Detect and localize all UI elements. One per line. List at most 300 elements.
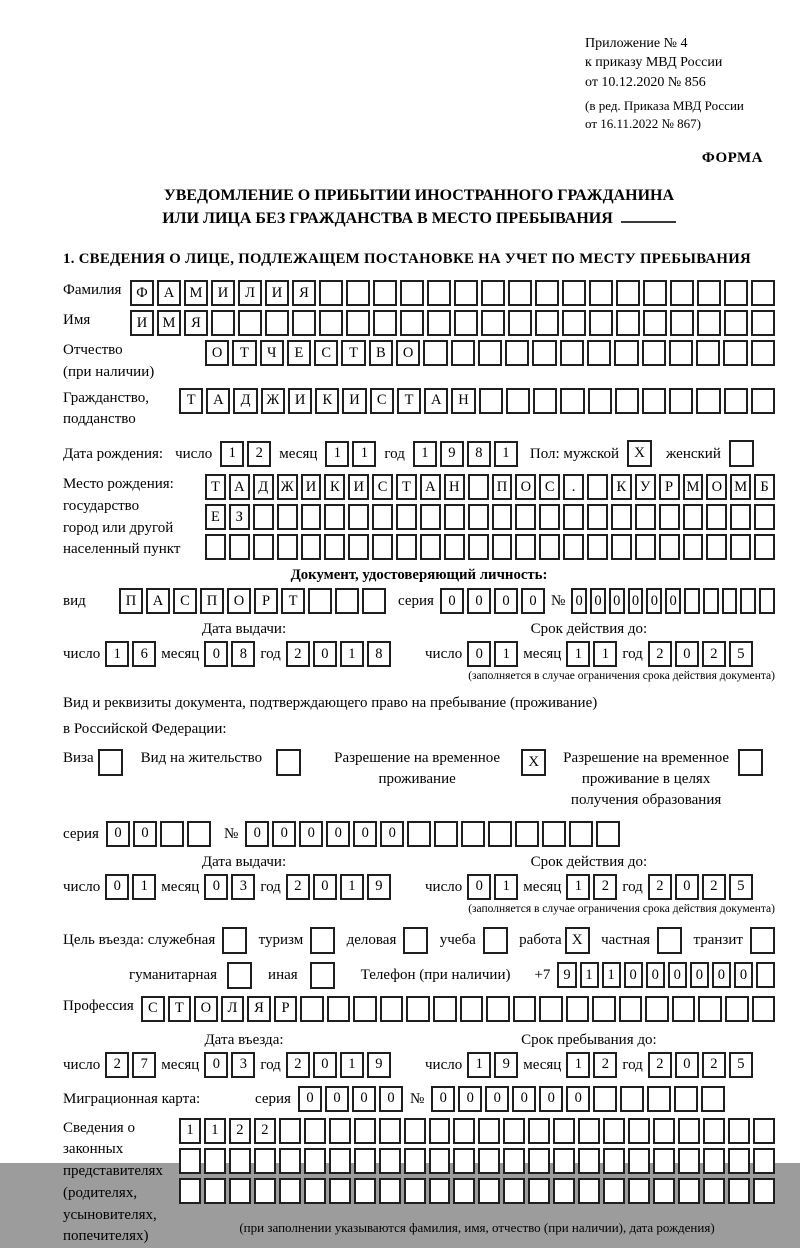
char-cell[interactable]: 0 [272, 821, 296, 847]
char-cell[interactable]: З [229, 504, 250, 530]
char-cell[interactable]: 2 [702, 874, 726, 900]
char-cell[interactable]: 0 [133, 821, 157, 847]
char-cell[interactable] [603, 1148, 625, 1174]
char-cell[interactable] [205, 534, 226, 560]
char-cell[interactable]: О [706, 474, 727, 500]
char-cell[interactable]: Д [253, 474, 274, 500]
char-cell[interactable] [277, 534, 298, 560]
char-cell[interactable] [647, 1086, 671, 1112]
char-cell[interactable] [308, 588, 332, 614]
char-cell[interactable]: 0 [521, 588, 545, 614]
char-cell[interactable] [533, 388, 557, 414]
char-cell[interactable]: 0 [325, 1086, 349, 1112]
char-cell[interactable] [645, 996, 669, 1022]
char-cell[interactable] [160, 821, 184, 847]
char-cell[interactable] [515, 504, 536, 530]
char-cell[interactable] [429, 1118, 451, 1144]
char-cell[interactable] [635, 504, 656, 530]
char-cell[interactable] [753, 1178, 775, 1204]
char-cell[interactable]: К [611, 474, 632, 500]
char-cell[interactable]: Т [179, 388, 203, 414]
char-cell[interactable] [628, 1178, 650, 1204]
char-cell[interactable]: И [288, 388, 312, 414]
char-cell[interactable] [611, 504, 632, 530]
char-cell[interactable] [179, 1148, 201, 1174]
char-cell[interactable] [478, 340, 502, 366]
char-cell[interactable] [346, 310, 370, 336]
char-cell[interactable]: 2 [702, 641, 726, 667]
char-cell[interactable] [703, 1148, 725, 1174]
char-cell[interactable] [279, 1148, 301, 1174]
char-cell[interactable] [488, 821, 512, 847]
char-cell[interactable]: В [369, 340, 393, 366]
char-cell[interactable] [324, 504, 345, 530]
char-cell[interactable]: 1 [593, 641, 617, 667]
char-cell[interactable] [620, 1086, 644, 1112]
char-cell[interactable] [427, 280, 451, 306]
char-cell[interactable]: И [301, 474, 322, 500]
char-cell[interactable] [354, 1118, 376, 1144]
char-cell[interactable] [730, 504, 751, 530]
char-cell[interactable] [451, 340, 475, 366]
char-cell[interactable] [539, 504, 560, 530]
char-cell[interactable]: 0 [245, 821, 269, 847]
char-cell[interactable] [724, 388, 748, 414]
char-cell[interactable] [301, 504, 322, 530]
char-cell[interactable]: 9 [494, 1052, 518, 1078]
char-cell[interactable] [346, 280, 370, 306]
char-cell[interactable] [406, 996, 430, 1022]
char-cell[interactable] [453, 1178, 475, 1204]
char-cell[interactable]: 0 [106, 821, 130, 847]
char-cell[interactable] [404, 1178, 426, 1204]
char-cell[interactable] [327, 996, 351, 1022]
char-cell[interactable]: 1 [494, 641, 518, 667]
char-cell[interactable]: Е [287, 340, 311, 366]
char-cell[interactable]: 8 [367, 641, 391, 667]
char-cell[interactable]: 0 [353, 821, 377, 847]
char-cell[interactable]: С [173, 588, 197, 614]
char-cell[interactable] [678, 1178, 700, 1204]
char-cell[interactable]: О [227, 588, 251, 614]
char-cell[interactable]: Д [233, 388, 257, 414]
char-cell[interactable] [659, 504, 680, 530]
char-cell[interactable] [348, 504, 369, 530]
char-cell[interactable] [429, 1178, 451, 1204]
temp-residence-checkbox[interactable]: X [521, 749, 546, 776]
char-cell[interactable] [292, 310, 316, 336]
char-cell[interactable] [754, 534, 775, 560]
residence-permit-checkbox[interactable] [276, 749, 301, 776]
char-cell[interactable] [587, 504, 608, 530]
char-cell[interactable] [444, 504, 465, 530]
char-cell[interactable]: 2 [247, 441, 271, 467]
char-cell[interactable] [724, 310, 748, 336]
char-cell[interactable]: 0 [646, 962, 665, 988]
visa-checkbox[interactable] [98, 749, 123, 776]
char-cell[interactable]: К [324, 474, 345, 500]
char-cell[interactable] [678, 1148, 700, 1174]
char-cell[interactable]: Т [397, 388, 421, 414]
char-cell[interactable]: 2 [593, 874, 617, 900]
char-cell[interactable]: 1 [340, 874, 364, 900]
char-cell[interactable] [460, 996, 484, 1022]
char-cell[interactable] [578, 1118, 600, 1144]
char-cell[interactable] [703, 1178, 725, 1204]
char-cell[interactable] [373, 310, 397, 336]
char-cell[interactable]: 1 [179, 1118, 201, 1144]
char-cell[interactable]: 0 [204, 874, 228, 900]
char-cell[interactable] [400, 310, 424, 336]
char-cell[interactable]: Е [205, 504, 226, 530]
char-cell[interactable] [753, 1118, 775, 1144]
purpose-transit-checkbox[interactable] [750, 927, 775, 954]
char-cell[interactable] [696, 340, 720, 366]
char-cell[interactable] [723, 340, 747, 366]
char-cell[interactable] [238, 310, 262, 336]
char-cell[interactable]: 0 [313, 641, 337, 667]
char-cell[interactable] [379, 1118, 401, 1144]
char-cell[interactable]: С [539, 474, 560, 500]
char-cell[interactable] [528, 1178, 550, 1204]
char-cell[interactable]: Р [659, 474, 680, 500]
char-cell[interactable]: 0 [668, 962, 687, 988]
char-cell[interactable] [373, 280, 397, 306]
char-cell[interactable]: 0 [380, 821, 404, 847]
char-cell[interactable] [669, 388, 693, 414]
char-cell[interactable]: 0 [105, 874, 129, 900]
char-cell[interactable]: 0 [675, 874, 699, 900]
char-cell[interactable]: М [157, 310, 181, 336]
char-cell[interactable] [725, 996, 749, 1022]
char-cell[interactable]: А [420, 474, 441, 500]
char-cell[interactable]: А [229, 474, 250, 500]
char-cell[interactable] [578, 1148, 600, 1174]
char-cell[interactable]: 7 [132, 1052, 156, 1078]
char-cell[interactable]: . [563, 474, 584, 500]
char-cell[interactable] [672, 996, 696, 1022]
char-cell[interactable] [468, 504, 489, 530]
char-cell[interactable] [505, 340, 529, 366]
char-cell[interactable]: 0 [571, 588, 587, 614]
temp-residence-education-checkbox[interactable] [738, 749, 763, 776]
char-cell[interactable]: 0 [590, 588, 606, 614]
char-cell[interactable] [722, 588, 738, 614]
char-cell[interactable] [563, 534, 584, 560]
char-cell[interactable]: 0 [440, 588, 464, 614]
char-cell[interactable]: И [265, 280, 289, 306]
char-cell[interactable] [603, 1118, 625, 1144]
char-cell[interactable] [503, 1118, 525, 1144]
char-cell[interactable]: Ж [277, 474, 298, 500]
char-cell[interactable]: Я [184, 310, 208, 336]
char-cell[interactable] [353, 996, 377, 1022]
char-cell[interactable] [404, 1118, 426, 1144]
char-cell[interactable] [481, 310, 505, 336]
char-cell[interactable] [429, 1148, 451, 1174]
char-cell[interactable] [728, 1148, 750, 1174]
char-cell[interactable] [354, 1178, 376, 1204]
char-cell[interactable]: М [184, 280, 208, 306]
char-cell[interactable] [513, 996, 537, 1022]
char-cell[interactable]: 0 [609, 588, 625, 614]
char-cell[interactable] [659, 534, 680, 560]
char-cell[interactable]: 1 [220, 441, 244, 467]
char-cell[interactable] [562, 280, 586, 306]
char-cell[interactable]: Т [232, 340, 256, 366]
char-cell[interactable] [362, 588, 386, 614]
char-cell[interactable]: Н [451, 388, 475, 414]
char-cell[interactable] [404, 1148, 426, 1174]
char-cell[interactable] [304, 1178, 326, 1204]
char-cell[interactable]: М [683, 474, 704, 500]
char-cell[interactable] [560, 388, 584, 414]
female-checkbox[interactable] [729, 440, 754, 467]
char-cell[interactable]: П [119, 588, 143, 614]
char-cell[interactable] [506, 388, 530, 414]
char-cell[interactable]: П [200, 588, 224, 614]
purpose-tourism-checkbox[interactable] [310, 927, 335, 954]
char-cell[interactable] [454, 310, 478, 336]
char-cell[interactable] [481, 280, 505, 306]
char-cell[interactable]: И [130, 310, 154, 336]
char-cell[interactable] [751, 310, 775, 336]
char-cell[interactable]: О [515, 474, 536, 500]
char-cell[interactable]: Т [341, 340, 365, 366]
char-cell[interactable] [653, 1178, 675, 1204]
char-cell[interactable] [211, 310, 235, 336]
char-cell[interactable] [379, 1178, 401, 1204]
char-cell[interactable] [683, 534, 704, 560]
char-cell[interactable]: 2 [286, 1052, 310, 1078]
char-cell[interactable]: И [348, 474, 369, 500]
char-cell[interactable]: 0 [204, 641, 228, 667]
char-cell[interactable]: Я [247, 996, 271, 1022]
char-cell[interactable] [301, 534, 322, 560]
char-cell[interactable] [335, 588, 359, 614]
char-cell[interactable] [628, 1118, 650, 1144]
char-cell[interactable] [304, 1118, 326, 1144]
char-cell[interactable] [553, 1118, 575, 1144]
char-cell[interactable] [614, 340, 638, 366]
char-cell[interactable] [528, 1118, 550, 1144]
char-cell[interactable] [553, 1148, 575, 1174]
char-cell[interactable] [503, 1178, 525, 1204]
purpose-business-checkbox[interactable] [403, 927, 428, 954]
char-cell[interactable]: Ж [261, 388, 285, 414]
char-cell[interactable] [670, 310, 694, 336]
char-cell[interactable]: 1 [413, 441, 437, 467]
char-cell[interactable] [592, 996, 616, 1022]
char-cell[interactable] [619, 996, 643, 1022]
char-cell[interactable] [587, 340, 611, 366]
char-cell[interactable] [329, 1148, 351, 1174]
char-cell[interactable]: 1 [352, 441, 376, 467]
char-cell[interactable] [329, 1178, 351, 1204]
char-cell[interactable]: 0 [628, 588, 644, 614]
char-cell[interactable]: 0 [485, 1086, 509, 1112]
char-cell[interactable] [756, 962, 775, 988]
char-cell[interactable] [253, 504, 274, 530]
char-cell[interactable]: 0 [379, 1086, 403, 1112]
char-cell[interactable]: 1 [340, 1052, 364, 1078]
char-cell[interactable] [566, 996, 590, 1022]
char-cell[interactable] [670, 280, 694, 306]
char-cell[interactable]: 0 [712, 962, 731, 988]
char-cell[interactable] [528, 1148, 550, 1174]
char-cell[interactable] [492, 534, 513, 560]
char-cell[interactable] [229, 1148, 251, 1174]
char-cell[interactable]: 1 [566, 641, 590, 667]
char-cell[interactable]: М [730, 474, 751, 500]
char-cell[interactable]: 8 [467, 441, 491, 467]
char-cell[interactable] [508, 310, 532, 336]
char-cell[interactable]: 2 [648, 1052, 672, 1078]
char-cell[interactable] [740, 588, 756, 614]
char-cell[interactable] [563, 504, 584, 530]
char-cell[interactable] [279, 1118, 301, 1144]
char-cell[interactable] [300, 996, 324, 1022]
char-cell[interactable] [420, 504, 441, 530]
char-cell[interactable] [696, 388, 720, 414]
char-cell[interactable] [616, 310, 640, 336]
char-cell[interactable] [453, 1148, 475, 1174]
char-cell[interactable]: 0 [467, 588, 491, 614]
char-cell[interactable]: 0 [539, 1086, 563, 1112]
char-cell[interactable] [683, 504, 704, 530]
char-cell[interactable] [532, 340, 556, 366]
char-cell[interactable] [751, 340, 775, 366]
char-cell[interactable] [229, 1178, 251, 1204]
char-cell[interactable] [754, 504, 775, 530]
char-cell[interactable]: 9 [367, 874, 391, 900]
char-cell[interactable] [503, 1148, 525, 1174]
char-cell[interactable] [611, 534, 632, 560]
char-cell[interactable]: 1 [105, 641, 129, 667]
purpose-other-checkbox[interactable] [310, 962, 335, 989]
char-cell[interactable] [319, 310, 343, 336]
char-cell[interactable]: П [492, 474, 513, 500]
char-cell[interactable]: Н [444, 474, 465, 500]
char-cell[interactable] [427, 310, 451, 336]
char-cell[interactable]: 0 [204, 1052, 228, 1078]
char-cell[interactable] [703, 588, 719, 614]
char-cell[interactable] [423, 340, 447, 366]
char-cell[interactable] [539, 534, 560, 560]
char-cell[interactable] [254, 1148, 276, 1174]
char-cell[interactable] [730, 534, 751, 560]
char-cell[interactable] [380, 996, 404, 1022]
char-cell[interactable] [596, 821, 620, 847]
char-cell[interactable]: 0 [352, 1086, 376, 1112]
char-cell[interactable] [603, 1178, 625, 1204]
char-cell[interactable] [319, 280, 343, 306]
char-cell[interactable]: 0 [566, 1086, 590, 1112]
char-cell[interactable] [204, 1178, 226, 1204]
char-cell[interactable] [478, 1118, 500, 1144]
char-cell[interactable] [703, 1118, 725, 1144]
char-cell[interactable] [728, 1118, 750, 1144]
char-cell[interactable]: 3 [231, 1052, 255, 1078]
char-cell[interactable] [701, 1086, 725, 1112]
char-cell[interactable]: Т [281, 588, 305, 614]
char-cell[interactable]: 2 [229, 1118, 251, 1144]
char-cell[interactable] [304, 1148, 326, 1174]
char-cell[interactable]: 0 [458, 1086, 482, 1112]
char-cell[interactable]: С [314, 340, 338, 366]
char-cell[interactable] [396, 504, 417, 530]
char-cell[interactable] [593, 1086, 617, 1112]
char-cell[interactable]: С [372, 474, 393, 500]
char-cell[interactable]: 0 [734, 962, 753, 988]
char-cell[interactable]: 5 [729, 1052, 753, 1078]
char-cell[interactable] [628, 1148, 650, 1174]
char-cell[interactable]: И [211, 280, 235, 306]
char-cell[interactable] [515, 534, 536, 560]
char-cell[interactable]: А [146, 588, 170, 614]
char-cell[interactable] [478, 1178, 500, 1204]
char-cell[interactable] [706, 504, 727, 530]
char-cell[interactable] [752, 996, 776, 1022]
char-cell[interactable]: А [157, 280, 181, 306]
char-cell[interactable]: С [370, 388, 394, 414]
char-cell[interactable] [674, 1086, 698, 1112]
char-cell[interactable] [653, 1118, 675, 1144]
char-cell[interactable]: 0 [690, 962, 709, 988]
char-cell[interactable] [479, 388, 503, 414]
char-cell[interactable] [642, 388, 666, 414]
char-cell[interactable] [379, 1148, 401, 1174]
char-cell[interactable] [728, 1178, 750, 1204]
char-cell[interactable]: 0 [431, 1086, 455, 1112]
char-cell[interactable] [253, 534, 274, 560]
char-cell[interactable] [643, 280, 667, 306]
male-checkbox[interactable]: X [627, 440, 652, 467]
char-cell[interactable]: Б [754, 474, 775, 500]
char-cell[interactable] [478, 1148, 500, 1174]
char-cell[interactable] [669, 340, 693, 366]
char-cell[interactable]: 0 [467, 641, 491, 667]
char-cell[interactable] [187, 821, 211, 847]
char-cell[interactable] [589, 280, 613, 306]
char-cell[interactable]: Ч [260, 340, 284, 366]
char-cell[interactable] [468, 474, 489, 500]
char-cell[interactable] [643, 310, 667, 336]
char-cell[interactable]: 0 [512, 1086, 536, 1112]
char-cell[interactable]: 9 [557, 962, 576, 988]
char-cell[interactable]: Л [238, 280, 262, 306]
char-cell[interactable]: 1 [340, 641, 364, 667]
char-cell[interactable] [751, 388, 775, 414]
char-cell[interactable] [254, 1178, 276, 1204]
char-cell[interactable]: 2 [702, 1052, 726, 1078]
char-cell[interactable]: У [635, 474, 656, 500]
char-cell[interactable]: А [424, 388, 448, 414]
char-cell[interactable] [759, 588, 775, 614]
char-cell[interactable] [553, 1178, 575, 1204]
char-cell[interactable] [420, 534, 441, 560]
char-cell[interactable] [329, 1118, 351, 1144]
char-cell[interactable]: Р [254, 588, 278, 614]
char-cell[interactable] [588, 388, 612, 414]
char-cell[interactable]: 2 [593, 1052, 617, 1078]
char-cell[interactable]: О [194, 996, 218, 1022]
char-cell[interactable]: 5 [729, 874, 753, 900]
char-cell[interactable]: О [205, 340, 229, 366]
char-cell[interactable] [706, 534, 727, 560]
char-cell[interactable] [324, 534, 345, 560]
char-cell[interactable]: И [342, 388, 366, 414]
